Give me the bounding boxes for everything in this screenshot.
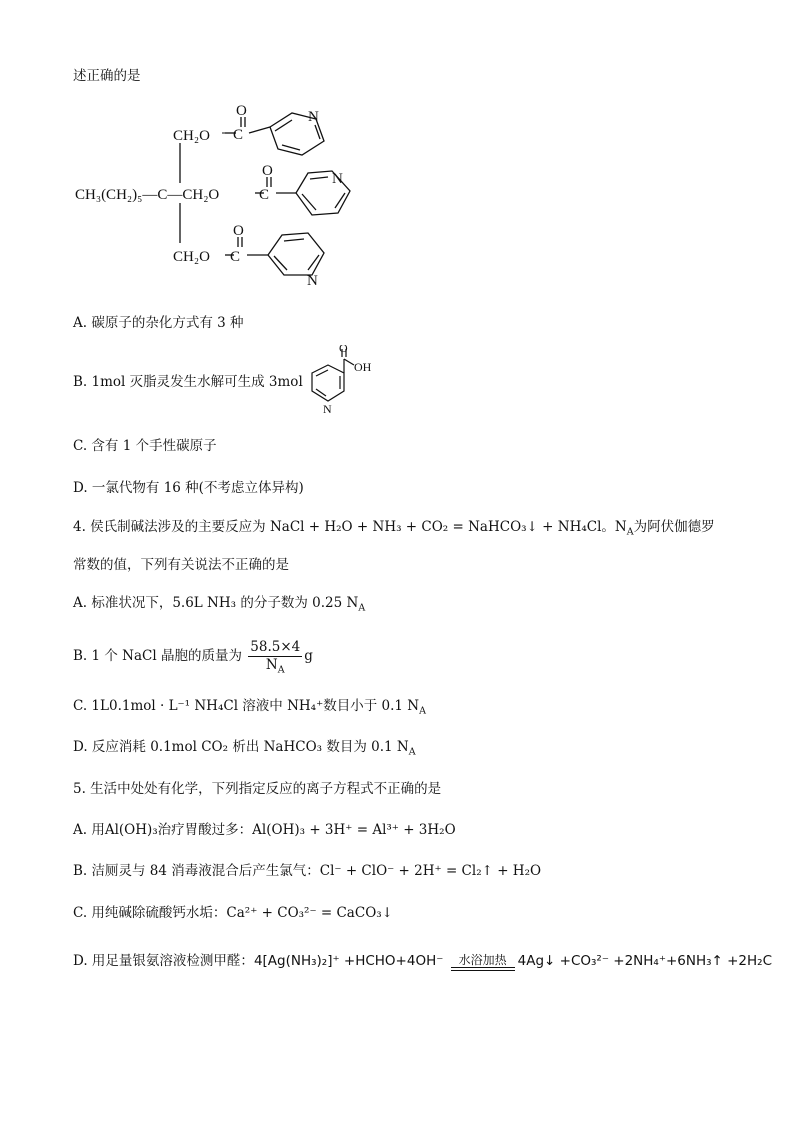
main-chain-label: CH₃(CH₂)₅—C—CH₂O bbox=[75, 187, 220, 203]
reaction-condition bbox=[451, 953, 515, 971]
q4-option-d-text: D. 反应消耗 0.1mol CO₂ 析出 NaHCO₃ 数目为 0.1 N bbox=[73, 739, 409, 755]
nicotinic-hydroxyl-label: OH bbox=[354, 360, 372, 374]
fraction-denominator: $N_A$ bbox=[265, 657, 285, 676]
structure-diagram bbox=[70, 95, 370, 295]
reaction-condition-text: 水浴加热 bbox=[458, 952, 507, 967]
q4-stem-line2: 常数的值，下列有关说法不正确的是 bbox=[73, 557, 289, 573]
nitrogen-label-top: N bbox=[308, 109, 319, 125]
q4-option-b-text: B. 1 个 NaCl 晶胞的质量为 bbox=[73, 648, 242, 664]
q5-option-c: C. 用纯碱除硫酸钙水垢：Ca²⁺ + CO₃²⁻ = CaCO₃↓ bbox=[73, 905, 393, 921]
q5-option-d-left: 4[Ag(NH₃)₂]⁺ +HCHO+4OH⁻ bbox=[253, 953, 444, 969]
q5-option-b: B. 洁厕灵与 84 消毒液混合后产生氯气：Cl⁻ + ClO⁻ + 2H⁺ = Cl₂↑ + H₂O bbox=[73, 863, 542, 879]
ch2o-bottom-label: CH₂O bbox=[173, 249, 210, 265]
nicotinic-nitrogen-label: N bbox=[323, 402, 332, 416]
q4-stem-prefix: 4. 侯氏制碱法涉及的主要反应为 bbox=[73, 519, 266, 535]
q5-option-d-text: D. 用足量银氨溶液检测甲醛： bbox=[73, 953, 254, 969]
q4-option-d-sub: A bbox=[408, 746, 416, 758]
q3-option-b: B. 1mol 灭脂灵发生水解可生成 3mol bbox=[73, 374, 303, 390]
carbonyl-label-middle: C bbox=[259, 187, 270, 203]
q4-reaction-equation: NaCl + H₂O + NH₃ + CO₂ = NaHCO₃↓ + NH₄Cl bbox=[269, 519, 602, 535]
q5-stem: 5. 生活中处处有化学，下列指定反应的离子方程式不正确的是 bbox=[73, 781, 442, 797]
q5-option-d-right: 4Ag↓ +CO₃²⁻ +2NH₄⁺+6NH₃↑ +2H₂C bbox=[517, 953, 773, 969]
q4-stem-line1 bbox=[73, 517, 715, 537]
nitrogen-label-bottom: N bbox=[307, 273, 318, 289]
q4-option-c bbox=[73, 696, 426, 716]
q3-option-c: C. 含有 1 个手性碳原子 bbox=[73, 438, 217, 454]
q4-stem-tail: 为阿伏伽德罗 bbox=[633, 519, 715, 535]
q4-option-a bbox=[73, 593, 365, 613]
q4-stem-na: 。N bbox=[601, 519, 627, 535]
q5-option-a: A. 用Al(OH)₃治疗胃酸过多：Al(OH)₃ + 3H⁺ = Al³⁺ + 3H₂O bbox=[73, 822, 456, 838]
fraction-numerator: 58.5×4 bbox=[250, 639, 301, 655]
q4-option-b bbox=[73, 636, 313, 676]
question-intro: 述正确的是 bbox=[73, 68, 141, 84]
carbonyl-label-bottom: C bbox=[230, 249, 241, 265]
q4-option-c-text: C. 1L0.1mol · L⁻¹ NH₄Cl 溶液中 NH₄⁺数目小于 0.1 N bbox=[73, 698, 420, 714]
q3-option-d: D. 一氯代物有 16 种(不考虑立体异构) bbox=[73, 480, 304, 496]
oxygen-label-top: O bbox=[236, 103, 247, 119]
carbonyl-label-top: C bbox=[233, 127, 244, 143]
q5-option-d bbox=[73, 944, 772, 978]
oxygen-label-bottom: O bbox=[233, 223, 244, 239]
q4-option-a-text: A. 标准状况下，5.6L NH₃ 的分子数为 0.25 N bbox=[73, 595, 359, 611]
q4-option-b-unit: g bbox=[304, 648, 313, 664]
nicotinic-oxygen-label: O bbox=[339, 345, 348, 355]
ch2o-top-label: CH₂O bbox=[173, 128, 210, 144]
nicotinic-acid-structure bbox=[290, 345, 380, 420]
q4-stem-na-sub: A bbox=[626, 526, 634, 538]
oxygen-label-middle: O bbox=[262, 163, 273, 179]
q4-option-c-sub: A bbox=[419, 705, 426, 717]
q3-option-a: A. 碳原子的杂化方式有 3 种 bbox=[73, 315, 244, 331]
nitrogen-label-middle: N bbox=[332, 171, 343, 187]
reaction-equals-sign bbox=[451, 967, 515, 971]
q4-option-d bbox=[73, 737, 416, 757]
cell-mass-fraction bbox=[248, 639, 302, 674]
q4-option-a-sub: A bbox=[358, 602, 366, 614]
